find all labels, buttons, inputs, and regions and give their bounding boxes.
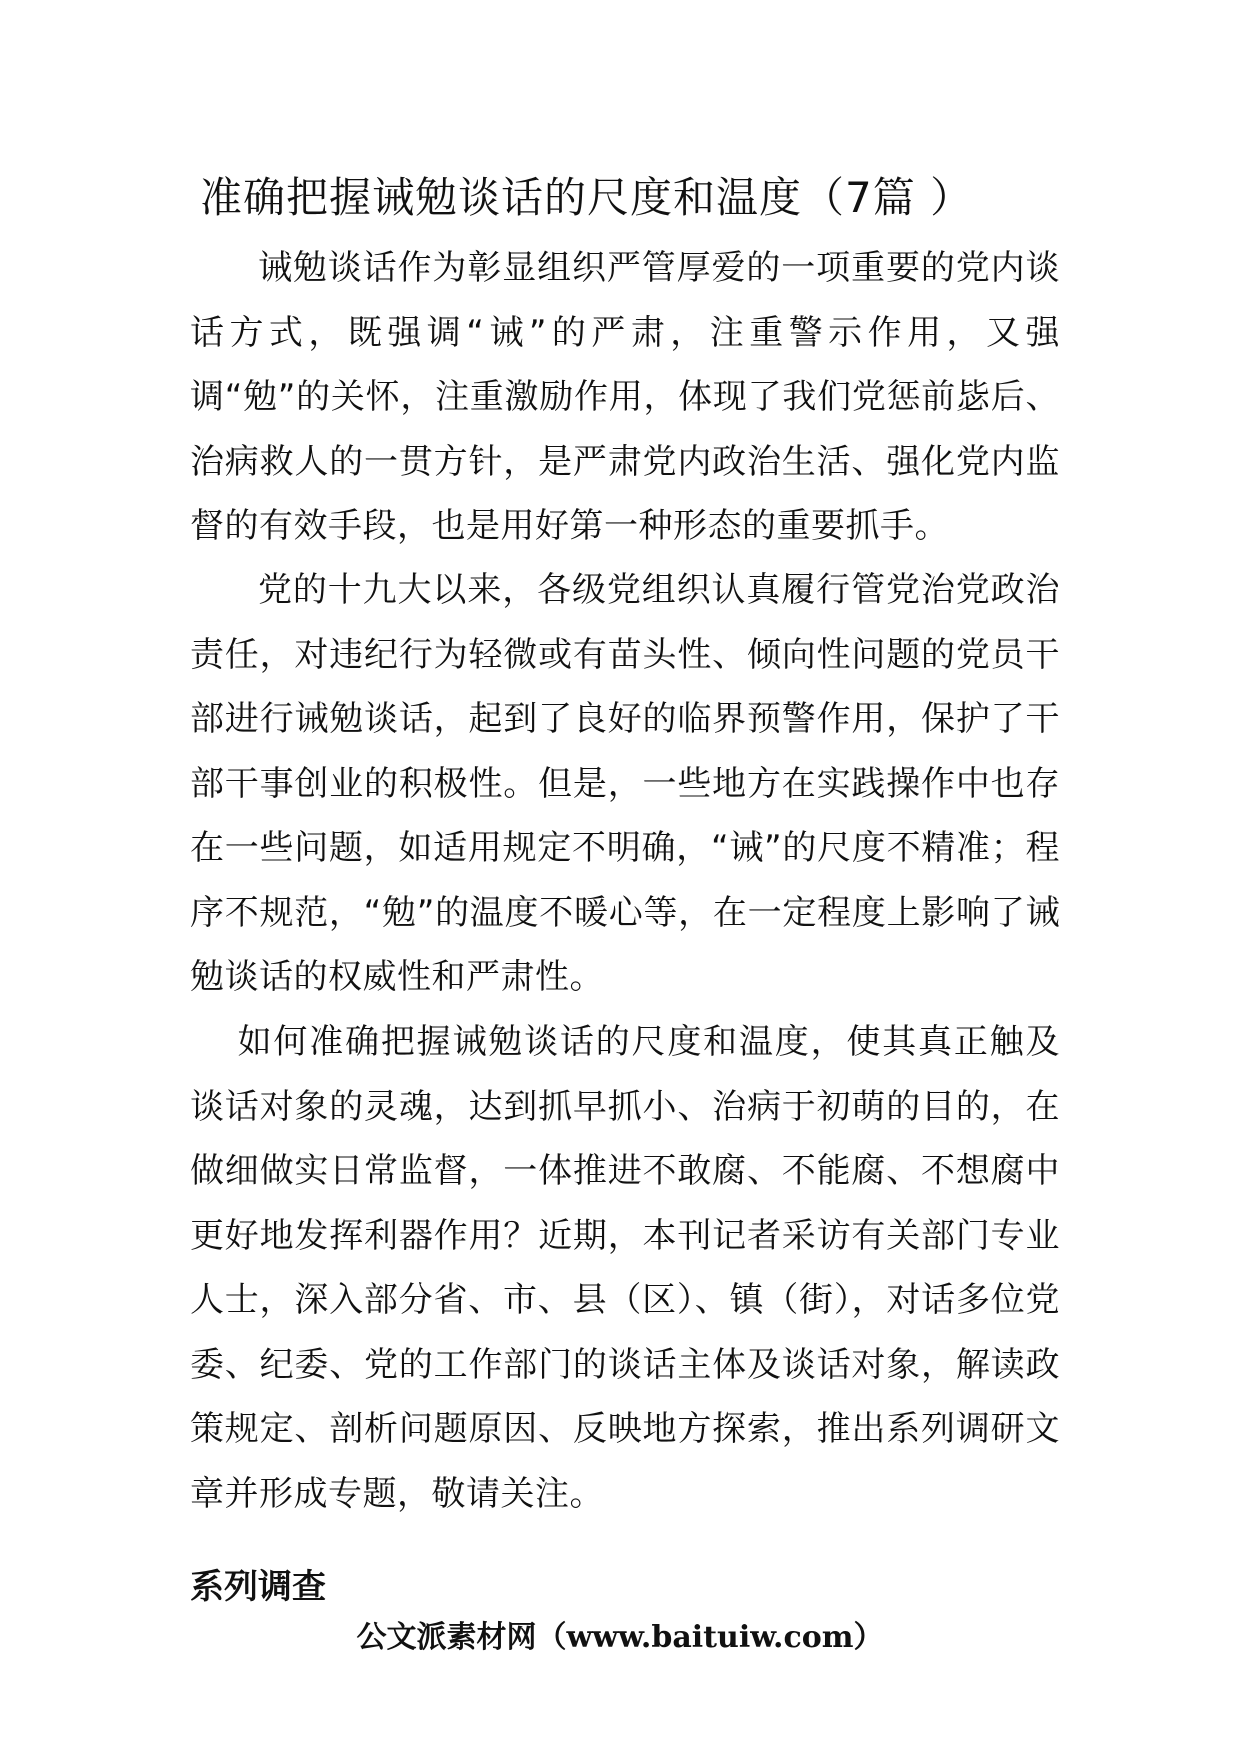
paragraph-background: 党的十九大以来，各级党组织认真履行管党治党政治责任，对违纪行为轻微或有苗头性、倾向性问题的党员干部进行诫勉谈话，起到了良好的临界预警作用，保护了干部干事创业的积极性。但是，一些地方在实践操作中也存在一些问题，如适用规定不明确，“诫”的尺度不精准；程序不规范，“勉”的温度不暖心等，在一定程度上影响了诫勉谈话的权威性和严肃性。 — [190, 570, 1060, 997]
body-text-block-2 — [190, 558, 1060, 1010]
section-heading: 系列调查 — [190, 1567, 326, 1607]
document-title: 准确把握诫勉谈话的尺度和温度（7篇 ） — [200, 173, 974, 222]
source-credit: 公文派素材网（www.baituiw.com） — [356, 1620, 884, 1655]
paragraph-intro: 诫勉谈话作为彰显组织严管厚爱的一项重要的党内谈话方式，既强调“诫”的严肃，注重警示作用，又强调“勉”的关怀，注重激励作用，体现了我们党惩前毖后、治病救人的一贯方针，是严肃党内政治生活、强化党内监督的有效手段，也是用好第一种形态的重要抓手。 — [190, 248, 1060, 546]
body-text-block — [190, 236, 1060, 559]
body-text-block-3 — [190, 1010, 1060, 1526]
paragraph-series-intro: 如何准确把握诫勉谈话的尺度和温度，使其真正触及谈话对象的灵魂，达到抓早抓小、治病于初萌的目的，在做细做实日常监督，一体推进不敢腐、不能腐、不想腐中更好地发挥利器作用？近期，本刊记者采访有关部门专业人士，深入部分省、市、县（区）、镇（街），对话多位党委、纪委、党的工作部门的谈话主体及谈话对象，解读政策规定、剖析问题原因、反映地方探索，推出系列调研文章并形成专题，敬请关注。 — [190, 1022, 1060, 1514]
